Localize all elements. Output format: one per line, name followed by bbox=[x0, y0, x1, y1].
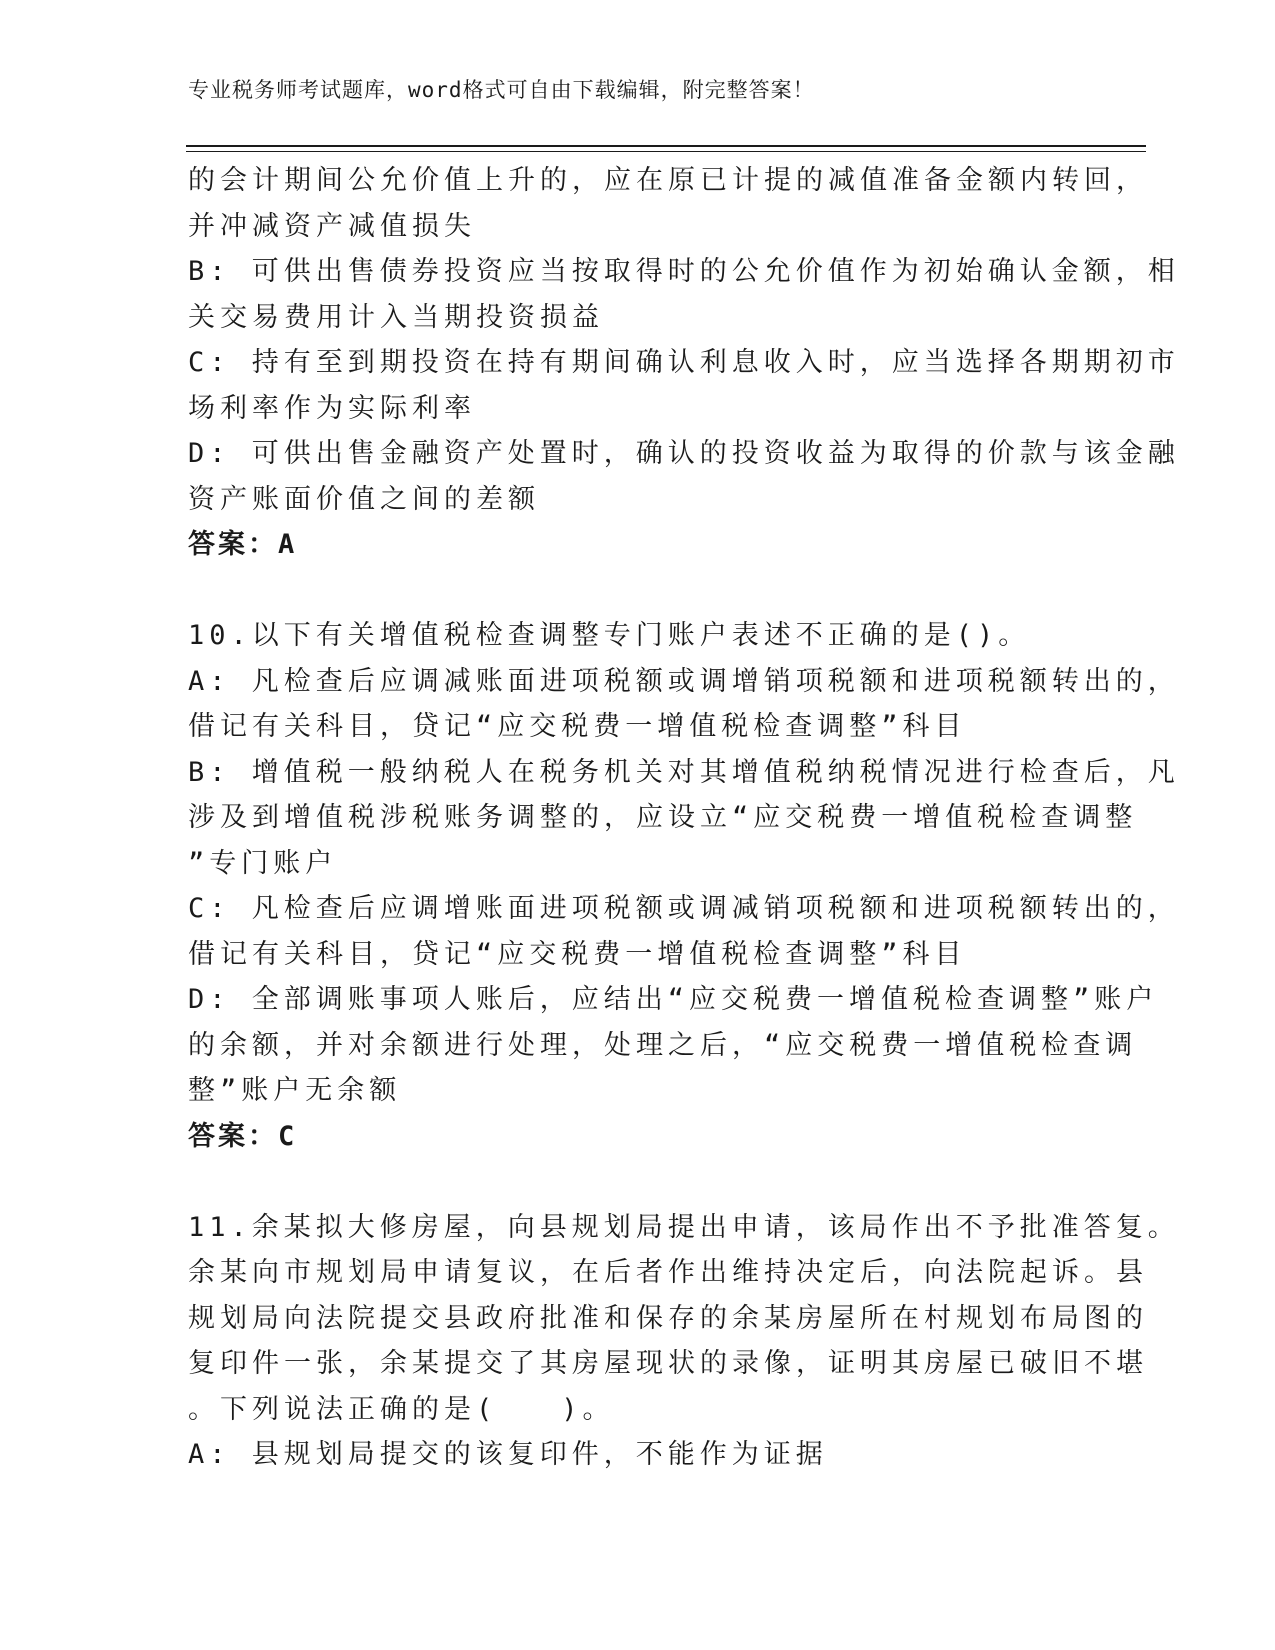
option-b-text: 关交易费用计入当期投资损益 bbox=[188, 301, 604, 333]
question-stem: 余某向市规划局申请复议，在后者作出维持决定后，向法院起诉。县 bbox=[188, 1257, 1148, 1288]
option-a-text: 借记有关科目，贷记“应交税费一增值税检查调整”科目 bbox=[188, 711, 967, 742]
option-b-text: ”专门账户 bbox=[188, 847, 338, 879]
option-a-text: 并冲减资产减值损失 bbox=[188, 210, 476, 242]
option-a-text: 的会计期间公允价值上升的，应在原已计提的减值准备金额内转回， bbox=[188, 165, 1148, 196]
option-d-text: D: 全部调账事项人账后，应结出“应交税费一增值税检查调整”账户 bbox=[188, 984, 1159, 1015]
spacer bbox=[188, 568, 1088, 614]
header-rule-thick bbox=[186, 145, 1146, 147]
header-note: 专业税务师考试题库，word格式可自由下载编辑，附完整答案！ bbox=[188, 78, 815, 102]
option-b-text: B: 可供出售债券投资应当按取得时的公允价值作为初始确认金额，相 bbox=[188, 256, 1180, 287]
option-a-text: A: 县规划局提交的该复印件，不能作为证据 bbox=[188, 1439, 828, 1470]
question-stem: 规划局向法院提交县政府批准和保存的余某房屋所在村规划布局图的 bbox=[188, 1302, 1148, 1334]
option-c-text: 借记有关科目，贷记“应交税费一增值税检查调整”科目 bbox=[188, 938, 967, 970]
spacer bbox=[188, 1159, 1088, 1205]
answer-label: 答案：C bbox=[188, 1120, 298, 1152]
question-9-continuation bbox=[188, 158, 1180, 568]
option-d-text: 整”账户无余额 bbox=[188, 1075, 402, 1106]
header-rule-thin bbox=[186, 151, 1146, 152]
option-b-text: B: 增值税一般纳税人在税务机关对其增值税纳税情况进行检查后，凡 bbox=[188, 756, 1180, 788]
option-c-text: 场利率作为实际利率 bbox=[188, 392, 476, 424]
option-d-text: D: 可供出售金融资产处置时，确认的投资收益为取得的价款与该金融 bbox=[188, 438, 1180, 469]
question-stem: 复印件一张，余某提交了其房屋现状的录像，证明其房屋已破旧不堪 bbox=[188, 1348, 1148, 1379]
question-stem: 11.余某拟大修房屋，向县规划局提出申请，该局作出不予批准答复。 bbox=[188, 1211, 1180, 1243]
option-c-text: C: 持有至到期投资在持有期间确认利息收入时，应当选择各期期初市 bbox=[188, 347, 1180, 378]
question-10 bbox=[188, 613, 1180, 1159]
answer-label: 答案：A bbox=[188, 529, 298, 560]
option-a-text: A: 凡检查后应调减账面进项税额或调增销项税额和进项税额转出的， bbox=[188, 665, 1180, 697]
option-d-text: 资产账面价值之间的差额 bbox=[188, 483, 540, 515]
document-body bbox=[188, 158, 1180, 1478]
option-b-text: 涉及到增值税涉税账务调整的，应设立“应交税费一增值税检查调整 bbox=[188, 802, 1138, 833]
question-stem: 10.以下有关增值税检查调整专门账户表述不正确的是()。 bbox=[188, 620, 1031, 651]
option-d-text: 的余额，并对余额进行处理，处理之后，“应交税费一增值税检查调 bbox=[188, 1029, 1138, 1061]
question-11 bbox=[188, 1205, 1180, 1478]
option-c-text: C: 凡检查后应调增账面进项税额或调减销项税额和进项税额转出的， bbox=[188, 893, 1180, 924]
question-stem: 。下列说法正确的是( )。 bbox=[188, 1393, 615, 1425]
